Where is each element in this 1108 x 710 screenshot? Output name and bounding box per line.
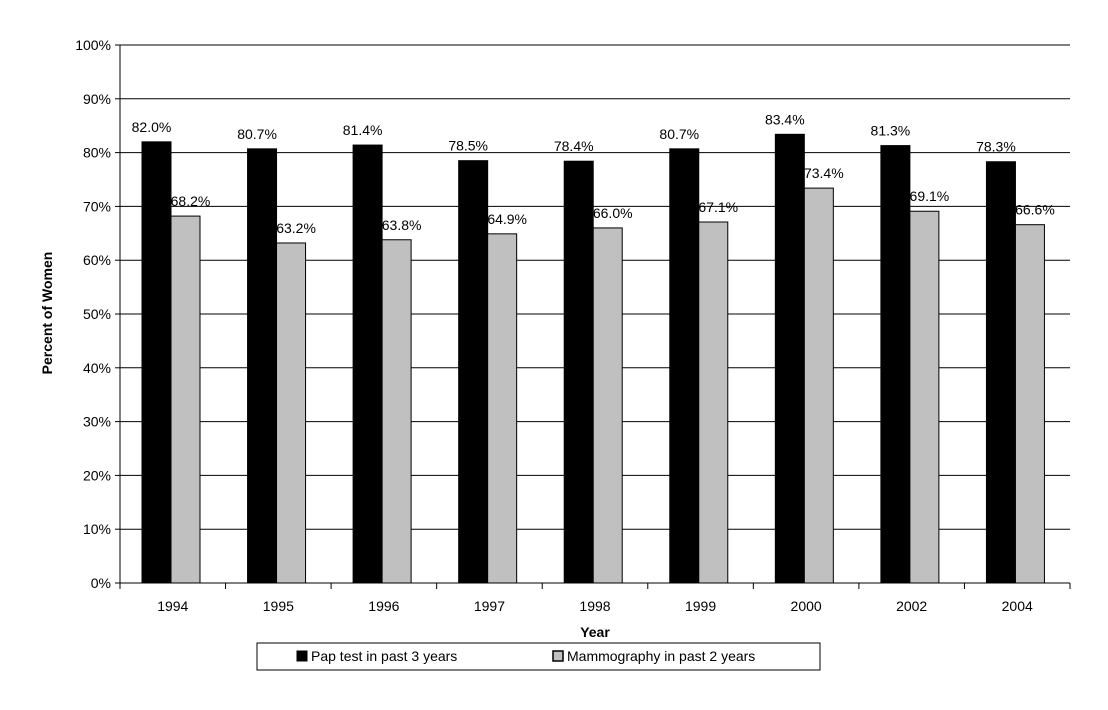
y-tick-label: 40% bbox=[82, 359, 111, 376]
mammography-bar bbox=[910, 211, 939, 583]
y-tick-label: 60% bbox=[82, 252, 111, 269]
pap-test-data-label: 82.0% bbox=[131, 118, 172, 135]
mammography-data-label: 63.8% bbox=[381, 216, 422, 233]
mammography-data-label: 68.2% bbox=[170, 193, 211, 210]
y-tick-label: 70% bbox=[82, 198, 111, 215]
x-tick-label: 1994 bbox=[157, 598, 189, 614]
mammography-bar bbox=[488, 234, 517, 583]
x-tick-label: 2002 bbox=[896, 598, 928, 614]
pap-test-data-label: 78.5% bbox=[448, 137, 489, 154]
mammography-data-label: 73.4% bbox=[803, 165, 844, 182]
legend-label-pap: Pap test in past 3 years bbox=[311, 648, 458, 664]
legend bbox=[257, 643, 820, 670]
pap-test-data-label: 80.7% bbox=[237, 125, 277, 142]
x-axis-title: Year bbox=[580, 624, 610, 640]
legend-label-mammography: Mammography in past 2 years bbox=[567, 648, 756, 664]
pap-test-bar bbox=[248, 149, 277, 583]
y-tick-label: 90% bbox=[82, 90, 111, 107]
pap-test-bar bbox=[881, 146, 910, 583]
pap-test-bar bbox=[670, 149, 699, 583]
pap-test-data-label: 80.7% bbox=[659, 125, 700, 142]
mammography-data-label: 67.1% bbox=[698, 199, 739, 216]
mammography-bar bbox=[699, 222, 728, 583]
mammography-bar bbox=[593, 228, 622, 583]
pap-test-data-label: 78.3% bbox=[976, 138, 1016, 155]
pap-test-bar bbox=[459, 161, 488, 583]
pap-test-bar bbox=[775, 134, 804, 583]
y-tick-label: 100% bbox=[75, 37, 111, 53]
mammography-bar bbox=[277, 243, 306, 583]
y-tick-label: 50% bbox=[82, 306, 111, 322]
x-tick-label: 1995 bbox=[262, 598, 294, 614]
y-tick-label: 20% bbox=[82, 467, 111, 484]
x-tick-label: 1996 bbox=[368, 598, 400, 614]
pap-test-data-label: 81.3% bbox=[870, 122, 911, 139]
pap-test-bar bbox=[986, 162, 1015, 583]
x-tick-label: 2004 bbox=[1001, 598, 1033, 614]
x-tick-label: 1997 bbox=[473, 598, 506, 614]
mammography-data-label: 66.0% bbox=[592, 204, 633, 221]
x-tick-label: 1998 bbox=[579, 598, 611, 614]
mammography-bar bbox=[382, 240, 411, 583]
mammography-data-label: 66.6% bbox=[1015, 201, 1055, 218]
mammography-data-label: 69.1% bbox=[909, 188, 950, 205]
y-tick-label: 30% bbox=[82, 413, 111, 430]
pap-test-data-label: 83.4% bbox=[764, 111, 805, 128]
pap-test-bar bbox=[564, 161, 593, 583]
mammography-bar bbox=[804, 188, 833, 583]
pap-test-data-label: 78.4% bbox=[553, 138, 594, 155]
mammography-bar bbox=[1015, 225, 1044, 583]
legend-swatch-pap bbox=[297, 651, 307, 661]
y-tick-label: 0% bbox=[90, 575, 111, 591]
x-tick-label: 1999 bbox=[684, 598, 717, 614]
pap-test-data-label: 81.4% bbox=[342, 122, 383, 139]
pap-test-bar bbox=[142, 142, 171, 583]
x-tick-label: 2000 bbox=[790, 598, 822, 614]
mammography-data-label: 63.2% bbox=[276, 219, 316, 236]
y-tick-label: 80% bbox=[82, 144, 111, 161]
plot-area bbox=[75, 37, 1070, 614]
y-tick-label: 10% bbox=[82, 521, 111, 538]
pap-test-bar bbox=[353, 145, 382, 583]
legend-swatch-mammography bbox=[553, 651, 563, 661]
mammography-bar bbox=[171, 216, 200, 583]
y-axis-title: Percent of Women bbox=[39, 251, 55, 375]
mammography-data-label: 64.9% bbox=[487, 210, 528, 227]
